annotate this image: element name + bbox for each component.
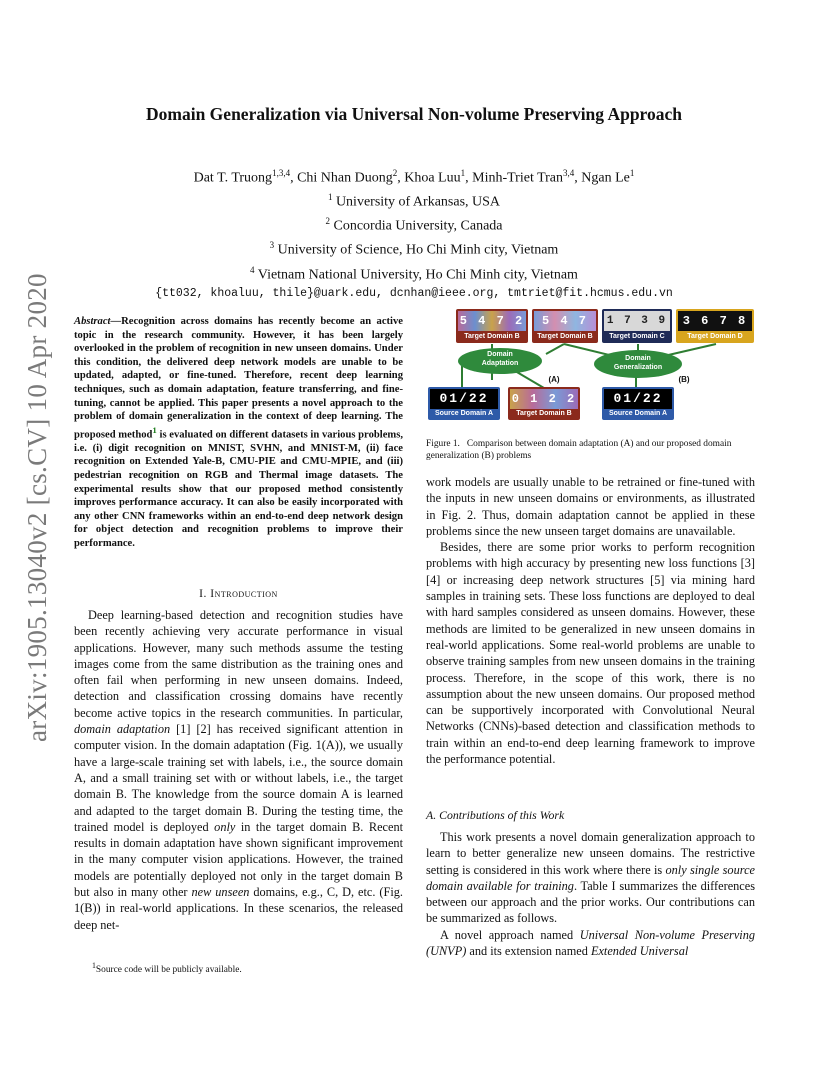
emphasis: Universal Non-volume Preserving (UNVP) (426, 927, 755, 959)
footnote (92, 961, 242, 975)
author-sup: 1 (629, 168, 635, 178)
emphasis: only (214, 819, 236, 834)
author-name: , Minh-Triet Tran (465, 170, 564, 186)
emphasis: new unseen (191, 885, 250, 900)
footnote-link[interactable]: 1 (152, 424, 157, 435)
intro-left-column (74, 607, 403, 933)
paragraph (74, 607, 403, 933)
affiliation-text: University of Arkansas, USA (332, 194, 501, 210)
sample-images: 5 4 7 (534, 311, 596, 331)
contributions-text (426, 829, 755, 959)
text-run: in the target domain B. Recent results in domain adaptation have shown significant improvement in the many computer vision applications. However, the trained models are potentially deployed not only in the target domain B but also in many other (74, 819, 404, 900)
author-sup: 1,3,4 (272, 168, 291, 178)
paper-title: Domain Generalization via Universal Non-volume Preserving Approach (146, 104, 682, 124)
author-sup: 3,4 (563, 168, 575, 178)
paragraph (426, 927, 755, 960)
target-domain-label: Target Domain B (516, 410, 572, 417)
sample-images: 01/22 (604, 389, 672, 409)
domain-generalization-label: Domain Generalization (613, 355, 663, 371)
tag-b: (B) (678, 375, 690, 384)
emphasis: Extended Universal (590, 944, 689, 959)
arxiv-stamp: arXiv:1905.13040v2 [cs.CV] 10 Apr 2020 (22, 273, 52, 742)
source-domain-label: Source Domain A (434, 410, 494, 417)
text-run: [1] [2] has received significant attention in computer vision. In the domain adaptation (Fig. 1(A)), we usually have a large-scale training set with labels, i.e., the source domain A, and a small training set with or without labels, i.e., the target domain B. The knowledge from the source domain A is learned and adapted to the target domain B. During the testing time, the trained model is deployed (74, 722, 403, 834)
footnote-mark: 1 (92, 961, 96, 970)
target-domain-label: Target Domain C (609, 333, 665, 340)
domain-adaptation-label: Domain Adaptation (481, 351, 519, 367)
sample-images: 1 7 3 9 (604, 311, 670, 331)
intro-right-column (426, 474, 755, 767)
author-name: Dat T. Truong (193, 170, 273, 186)
emphasis: only single source domain available for training (426, 862, 755, 893)
author-sup: 1 (460, 168, 466, 178)
author-name: , Khoa Luu (397, 170, 461, 186)
author-name: , Chi Nhan Duong (290, 170, 393, 186)
affiliation-text: University of Science, Ho Chi Minh city, Vietnam (274, 243, 559, 259)
source-domain-a-box (428, 387, 500, 420)
paragraph (426, 829, 755, 927)
sample-images: 0 1 2 2 (510, 389, 578, 409)
text-run: and its extension named (466, 944, 591, 959)
figure-caption (426, 438, 755, 462)
sample-images: 01/22 (430, 389, 498, 409)
text-run: A novel approach named (440, 927, 580, 942)
affiliation (0, 261, 828, 285)
footnote-text: Source code will be publicly available. (95, 965, 242, 976)
author-sup: 2 (392, 168, 398, 178)
abstract-lead: Abstract (74, 316, 111, 327)
target-domain-label: Target Domain B (464, 333, 520, 340)
target-domain-label: Target Domain D (687, 333, 743, 340)
section-heading: I. Introduction (199, 588, 278, 600)
affiliation-sup: 2 (325, 216, 330, 227)
affiliation (0, 188, 828, 212)
affiliation-text: Vietnam National University, Ho Chi Minh city, Vietnam (254, 267, 578, 283)
caption-text: Comparison between domain adaptation (A) and our proposed domain generalization (B) problems (426, 439, 732, 461)
author-list (0, 164, 828, 188)
figure-1 (426, 304, 756, 422)
affiliation-sup: 1 (327, 192, 333, 203)
abstract (74, 315, 403, 551)
abstract-text: —Recognition across domains has recently become an active topic in the research community. However, it has been largely overlooked in the problem of recognition in new unseen domains. Under this condition, the delivered deep network models are unable to be updated, adapted, or fine-tuned. Therefore, recent deep learning techniques, such as domain adaptation, feature transferring, and fine-tuning, cannot be applied. This paper presents a novel approach to the problem of domain generalization in the context of deep learning. The proposed method (74, 316, 403, 441)
source-domain-a-box (602, 387, 674, 420)
caption-label: Figure 1. (426, 439, 460, 449)
paragraph: work models are usually unable to be retrained or fine-tuned with the inputs in new unseen domains or environments, as illustrated in Fig. 2. Thus, domain adaptation cannot be applied in these problems since the new unseen target domains are unavailable. (426, 475, 755, 538)
affiliation (0, 236, 828, 260)
affiliation-text: Concordia University, Canada (330, 218, 503, 234)
paragraph: Besides, there are some prior works to perform recognition problems with high accuracy by presenting new loss functions [3] [4] or increasing deep network structures [5] via mining hard samples in training sets. These loss functions are deployed to deal with hard samples considered as unseen domains. However, these methods are limited to be generalized in new unseen domains in real-world applications. Some real-world problems are unable to observe training samples from new unseen domains in the training process. Therefore, in the scope of this work, there is no assumption about the new unseen domains. Our proposed method can be supportively incorporated with Convolutional Neural Networks (CNNs)-based detection and classification methods to train within an end-to-end deep learning framework to improve the performance potential. (426, 540, 755, 767)
text-run: This work presents a novel domain generalization approach to learn to better generalize new unseen domains. The restrictive setting is considered in this work where there is (426, 830, 755, 877)
author-emails: {tt032, khoaluu, thile}@uark.edu, dcnhan@ieee.org, tmtriet@fit.hcmus.edu.vn (155, 286, 673, 300)
author-block (0, 164, 828, 303)
author-name: , Ngan Le (574, 170, 630, 186)
source-domain-label: Source Domain A (608, 410, 668, 417)
text-run: Deep learning-based detection and recognition studies have been recently achieving very accurate performance in visual applications. However, many such methods assume the testing images come from the same distribution as the training ones and often fail when performing in new unseen domains. Indeed, detection and classification crossing domains have recently become active topics in the research communities. In particular, (74, 608, 403, 720)
abstract-text-cont: is evaluated on different datasets in various problems, i.e. (i) digit recognition on MNIST, SVHN, and MNIST-M, (ii) face recognition on Extended Yale-B, CMU-PIE and CMU-MPIE, and (iii) pedestrian recognition on RGB and Thermal image datasets. The experimental results show that our proposed method consistently improves performance accuracy. It can also be easily incorporated with any other CNN frameworks within an end-to-end deep network design for object detection and recognition problems to improve their performance. (74, 429, 404, 550)
text-run: . Table I summarizes the differences between our approach and the prior works. Our contributions can be summarized as follows. (426, 878, 755, 926)
sample-images: 3 6 7 8 (678, 311, 752, 331)
tag-a: (A) (548, 375, 560, 384)
target-domain-label: Target Domain B (537, 333, 593, 340)
target-domain-b-box (508, 387, 580, 420)
subsection-heading: A. Contributions of this Work (426, 808, 565, 822)
affiliation-sup: 4 (250, 264, 255, 275)
emphasis: domain adaptation (74, 722, 171, 737)
affiliation (0, 212, 828, 236)
sample-images: 5 4 7 2 (458, 311, 526, 331)
affiliation-sup: 3 (269, 240, 275, 251)
arrow-line (546, 344, 564, 354)
text-run: domains, e.g., C, D, etc. (Fig. 1(B)) in real-world applications. In these scenarios, the released deep net- (74, 885, 403, 932)
